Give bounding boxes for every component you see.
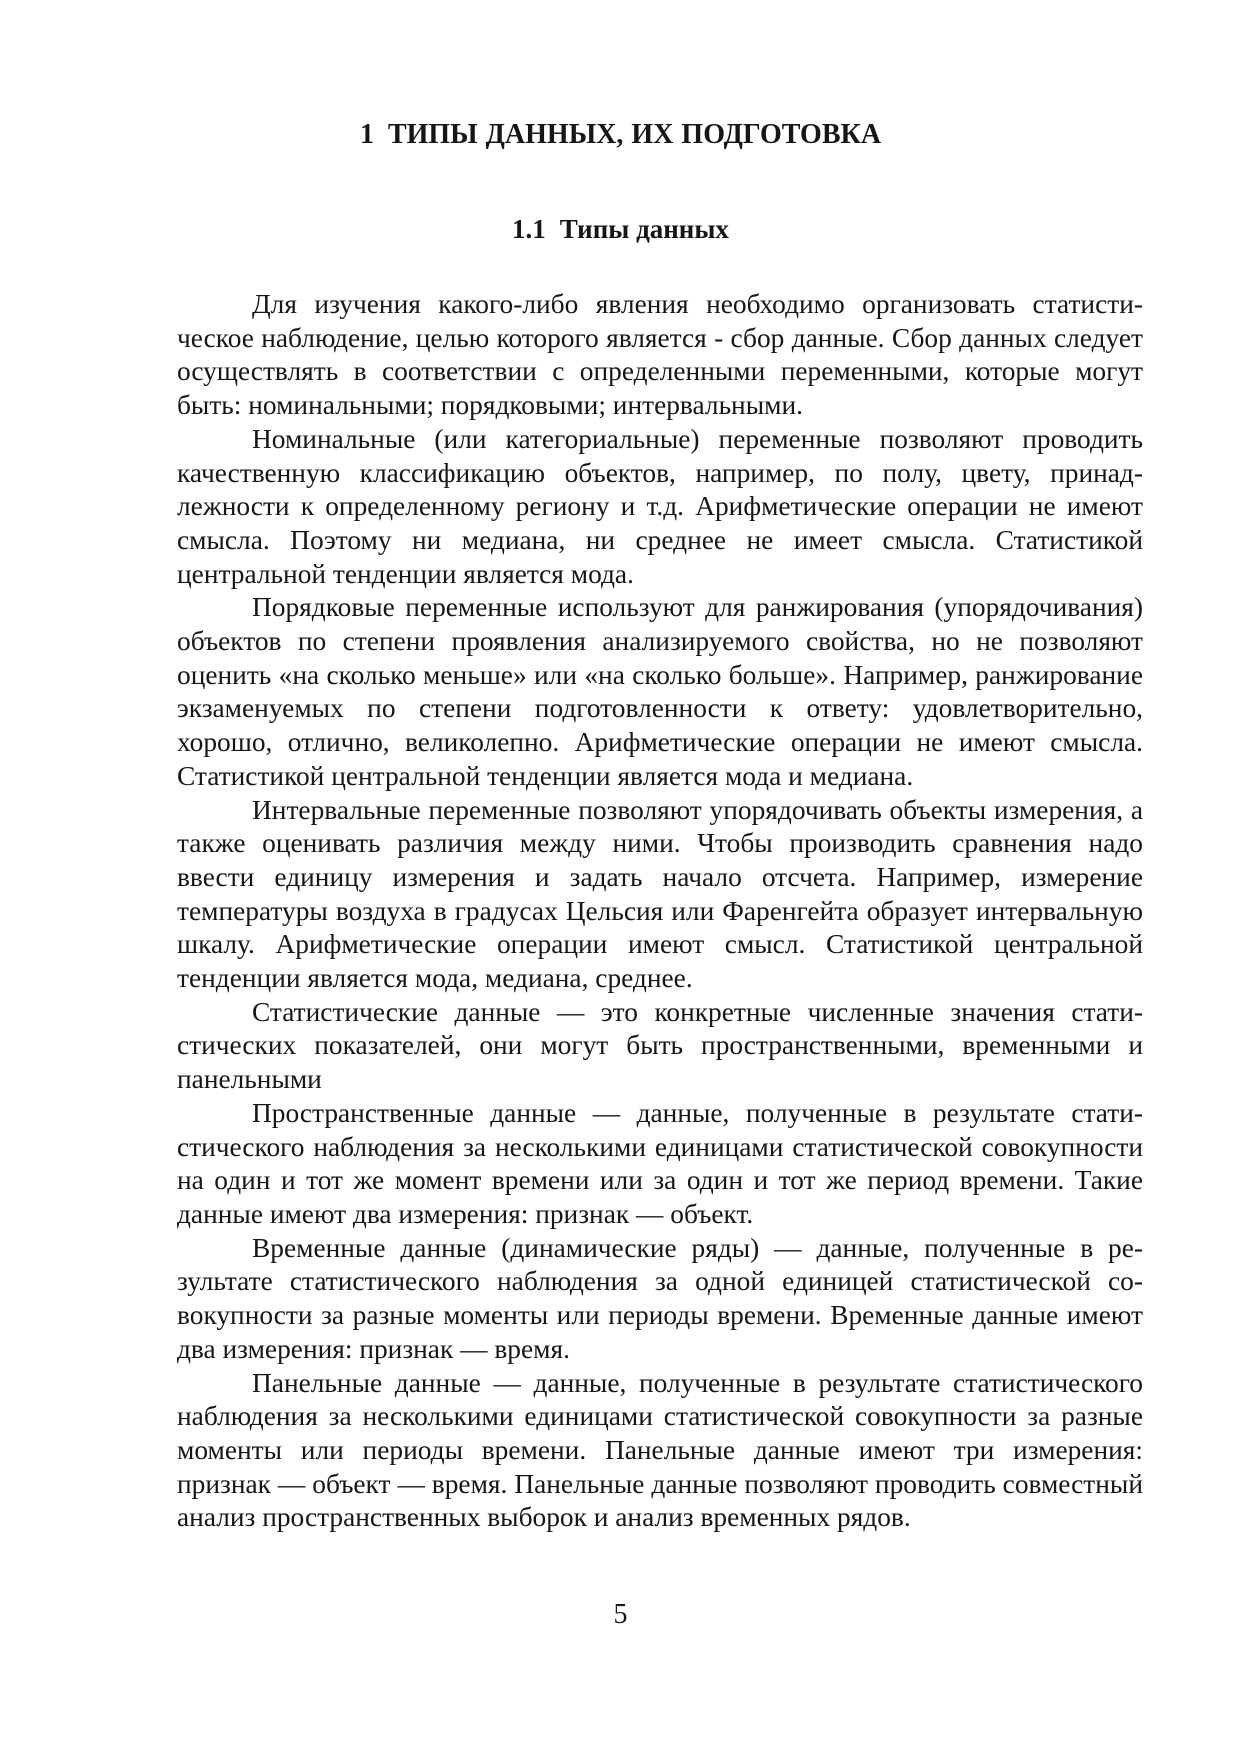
chapter-title — [0, 118, 1241, 152]
paragraph-interval-variables: Интервальные переменные позволяют упорядочивать объекты измерения, а также оценивать различия между ними. Чтобы производить сравнения надо ввести единицу измерения и задать начало отсчета. Например, измерение температуры воздуха в градусах Цельсия или Фаренгейта образует интервальную шкалу. Арифметические операции имеют смысл. Статистикой центральной тенденции является мода, медиана, среднее. — [177, 794, 1143, 994]
paragraph-nominal-variables: Номинальные (или категориальные) переменные позволяют проводить качественную классификацию объектов, например, по полу, цвету, принадлежности к определенному региону и т.д. Арифметические операции не имеют смысла. Поэтому ни медиана, ни среднее не имеет смысла. Статистикой центральной тенденции является мода. — [177, 423, 1143, 589]
chapter-title-text: ТИПЫ ДАННЫХ, ИХ ПОДГОТОВКА — [387, 119, 882, 150]
paragraph-data-collection: Для изучения какого-либо явления необходимо организовать статистическое наблюдение, целью которого является - сбор данные. Сбор данных следует осуществлять в соответствии с определенными переменными, которые могут быть: номинальными; порядковыми; интервальными. — [177, 289, 1143, 421]
section-number: 1.1 — [512, 214, 546, 244]
section-title-text: Типы данных — [559, 214, 729, 244]
paragraph-statistical-data: Статистические данные — это конкретные численные значения статистических показателей, они могут быть пространственными, временными и панельными — [177, 996, 1143, 1095]
section-title — [0, 212, 1241, 246]
page-number: 5 — [613, 1599, 628, 1630]
body-text — [177, 288, 1143, 1535]
paragraph-spatial-data: Пространственные данные — данные, полученные в результате статистического наблюдения за несколькими единицами статистической совокупности на один и тот же момент времени или за один и тот же период времени. Такие данные имеют два измерения: признак — объект. — [177, 1097, 1143, 1229]
paragraph-time-series-data: Временные данные (динамические ряды) — данные, полученные в результате статистического наблюдения за одной единицей статистической совокупности за разные моменты или периоды времени. Временные данные имеют два измерения: признак — время. — [177, 1232, 1143, 1364]
paragraph-ordinal-variables: Порядковые переменные используют для ранжирования (упорядочивания) объектов по степени проявления анализируемого свойства, но не позволяют оценить «на сколько меньше» или «на сколько больше». Например, ранжирование экзаменуемых по степени подготовленности к ответу: удовлетворительно, хорошо, отлично, великолепно. Арифметические операции не имеют смысла. Статистикой центральной тенденции является мода и медиана. — [177, 592, 1143, 791]
paragraph-panel-data: Панельные данные — данные, полученные в результате статистического наблюдения за несколькими единицами статистической совокупности за разные моменты или периоды времени. Панельные данные имеют три измерения: признак — объект — время. Панельные данные позволяют проводить совместный анализ пространственных выборок и анализ временных рядов. — [177, 1367, 1143, 1533]
chapter-number: 1 — [359, 119, 374, 150]
